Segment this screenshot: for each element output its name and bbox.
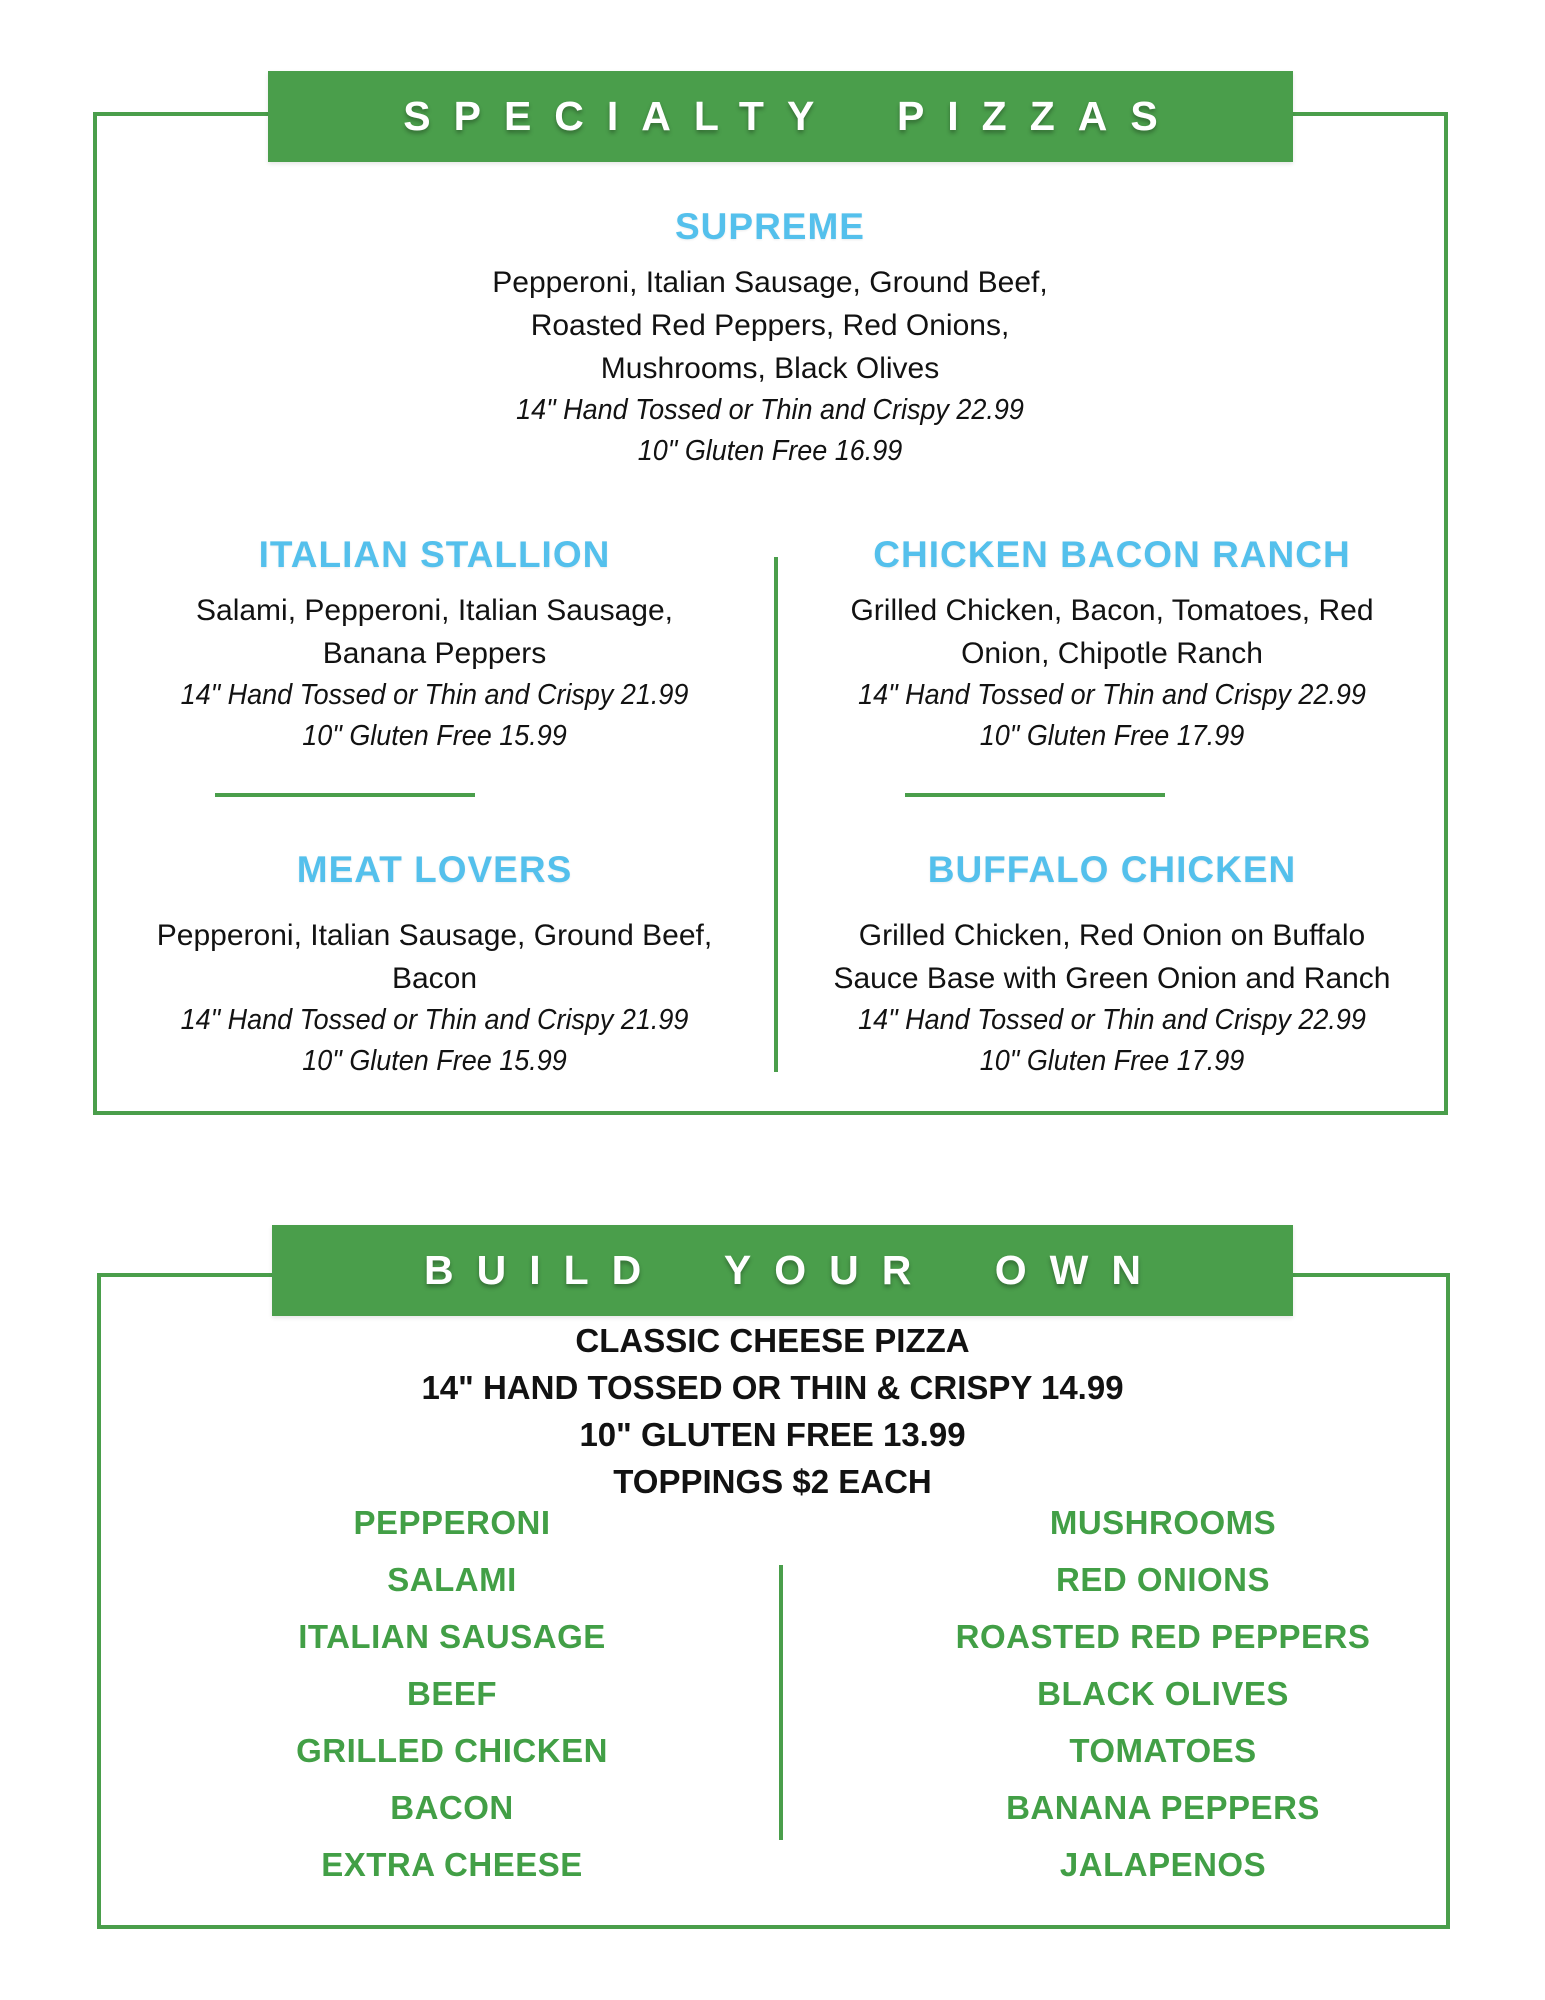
- build-header: [95, 1317, 1450, 1505]
- pizza-chicken-bacon-ranch: [776, 533, 1448, 757]
- topping-item: ITALIAN SAUSAGE: [298, 1618, 606, 1655]
- build-header-line: TOPPINGS $2 EACH: [613, 1463, 932, 1500]
- pizza-description-line: Banana Peppers: [322, 637, 547, 670]
- pizza-italian-stallion: [93, 533, 776, 757]
- topping-item: BEEF: [406, 1675, 497, 1712]
- topping-item: JALAPENOS: [1059, 1846, 1267, 1883]
- pizza-description-line: Pepperoni, Italian Sausage, Ground Beef,: [156, 919, 713, 952]
- build-header-line: CLASSIC CHEESE PIZZA: [575, 1322, 970, 1359]
- pizza-prices: [800, 1000, 1425, 1082]
- pizza-meat-lovers: [93, 848, 776, 1082]
- pizza-price-line: 10" Gluten Free 15.99: [302, 1045, 567, 1077]
- build-header-line: 10" GLUTEN FREE 13.99: [579, 1416, 966, 1453]
- topping-item: BLACK OLIVES: [1037, 1675, 1289, 1712]
- pizza-price-line: 10" Gluten Free 17.99: [979, 720, 1245, 752]
- specialty-banner: [268, 71, 1293, 162]
- build-header-line: 14" HAND TOSSED OR THIN & CRISPY 14.99: [421, 1369, 1124, 1406]
- pizza-description-line: Roasted Red Peppers, Red Onions,: [530, 309, 1010, 342]
- topping-item: BACON: [390, 1789, 514, 1826]
- pizza-description-line: Pepperoni, Italian Sausage, Ground Beef,: [492, 266, 1048, 299]
- topping-item: ROASTED RED PEPPERS: [955, 1618, 1371, 1655]
- pizza-prices: [117, 1000, 752, 1082]
- pizza-description: [776, 589, 1448, 675]
- pizza-price-line: 10" Gluten Free 15.99: [302, 720, 567, 752]
- pizza-description-line: Bacon: [391, 962, 478, 995]
- pizza-name: SUPREME: [675, 206, 865, 247]
- pizza-description-line: Grilled Chicken, Bacon, Tomatoes, Red: [850, 594, 1374, 627]
- topping-item: PEPPERONI: [353, 1504, 551, 1541]
- pizza-description-line: Sauce Base with Green Onion and Ranch: [833, 962, 1391, 995]
- pizza-description-line: Onion, Chipotle Ranch: [961, 637, 1263, 670]
- pizza-prices: [142, 390, 1398, 472]
- topping-item: EXTRA CHEESE: [321, 1846, 583, 1883]
- pizza-price-line: 14" Hand Tossed or Thin and Crispy 21.99: [180, 679, 689, 711]
- pizza-name: BUFFALO CHICKEN: [927, 849, 1297, 890]
- topping-item: GRILLED CHICKEN: [296, 1732, 608, 1769]
- pizza-description-line: Mushrooms, Black Olives: [600, 352, 940, 385]
- topping-item: MUSHROOMS: [1049, 1504, 1277, 1541]
- build-banner-title: BUILD YOUR OWN: [424, 1247, 1164, 1293]
- toppings-right-column: [783, 1494, 1543, 1893]
- topping-item: BANANA PEPPERS: [1006, 1789, 1320, 1826]
- pizza-price-line: 14" Hand Tossed or Thin and Crispy 21.99: [180, 1004, 689, 1036]
- right-column-rule: [905, 793, 1165, 797]
- pizza-price-line: 14" Hand Tossed or Thin and Crispy 22.99: [858, 679, 1366, 711]
- pizza-name: ITALIAN STALLION: [258, 534, 611, 575]
- pizza-price-line: 14" Hand Tossed or Thin and Crispy 22.99: [858, 1004, 1366, 1036]
- topping-item: RED ONIONS: [1055, 1561, 1271, 1598]
- pizza-description: [93, 589, 776, 675]
- topping-item: SALAMI: [387, 1561, 517, 1598]
- pizza-description-line: Salami, Pepperoni, Italian Sausage,: [196, 594, 673, 627]
- pizza-price-line: 14" Hand Tossed or Thin and Crispy 22.99: [516, 394, 1024, 426]
- topping-item: TOMATOES: [1069, 1732, 1257, 1769]
- pizza-description: [93, 914, 776, 1000]
- pizza-price-line: 10" Gluten Free 16.99: [637, 435, 903, 467]
- pizza-prices: [800, 675, 1425, 757]
- pizza-price-line: 10" Gluten Free 17.99: [979, 1045, 1245, 1077]
- pizza-buffalo-chicken: [776, 848, 1448, 1082]
- toppings-left-column: [110, 1494, 794, 1893]
- pizza-name: CHICKEN BACON RANCH: [873, 534, 1351, 575]
- pizza-prices: [117, 675, 752, 757]
- pizza-description-line: Grilled Chicken, Red Onion on Buffalo: [858, 919, 1366, 952]
- pizza-description: [776, 914, 1448, 1000]
- pizza-supreme: [95, 205, 1445, 472]
- left-column-rule: [215, 793, 475, 797]
- pizza-description: [95, 261, 1445, 390]
- build-banner: [272, 1225, 1293, 1316]
- pizza-name: MEAT LOVERS: [296, 849, 573, 890]
- specialty-banner-title: SPECIALTY PIZZAS: [403, 93, 1181, 139]
